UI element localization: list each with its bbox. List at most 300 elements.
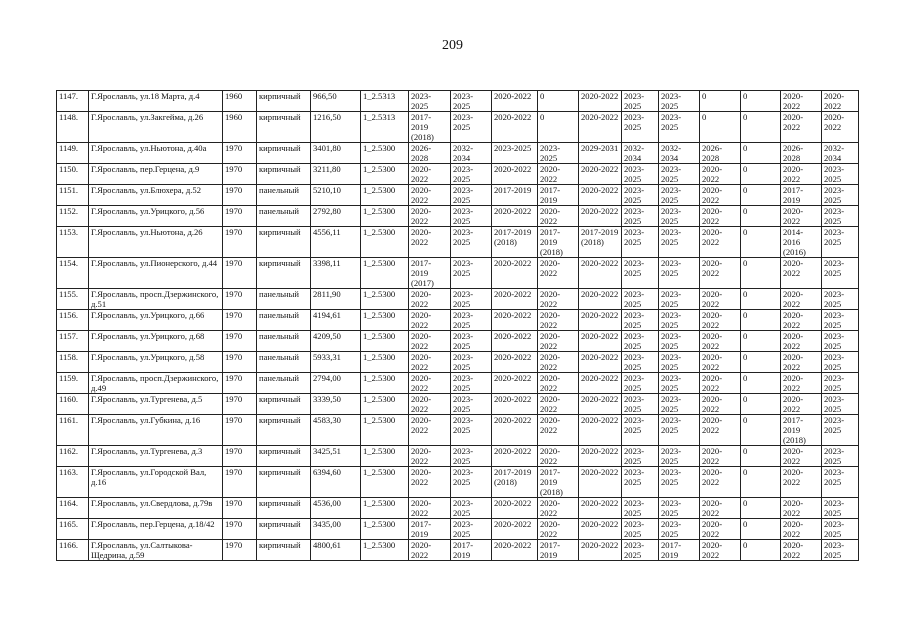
period-8-cell: 2020-2022: [700, 258, 741, 289]
period-2-cell: 2032-2034: [451, 143, 492, 164]
row-number-cell: 1162.: [57, 446, 89, 467]
period-5-cell: 2020-2022: [579, 467, 622, 498]
period-1-cell: 2020-2022: [409, 394, 451, 415]
period-2-cell: 2023-2025: [451, 227, 492, 258]
code-cell: 1_2.5300: [361, 352, 409, 373]
period-8-cell: 2020-2022: [700, 331, 741, 352]
period-2-cell: 2023-2025: [451, 91, 492, 112]
period-7-cell: 2023-2025: [659, 331, 700, 352]
table-row: [57, 289, 859, 310]
period-4-cell: 2020-2022: [538, 415, 579, 446]
period-11-cell: 2023-2025: [822, 227, 859, 258]
period-7-cell: 2023-2025: [659, 227, 700, 258]
period-7-cell: 2023-2025: [659, 206, 700, 227]
code-cell: 1_2.5300: [361, 415, 409, 446]
code-cell: 1_2.5300: [361, 258, 409, 289]
period-11-cell: 2023-2025: [822, 258, 859, 289]
period-8-cell: 2020-2022: [700, 394, 741, 415]
period-6-cell: 2023-2025: [622, 206, 659, 227]
period-10-cell: 2020-2022: [781, 352, 822, 373]
year-built-cell: 1970: [223, 143, 257, 164]
address-cell: Г.Ярославль, ул.Урицкого, д.58: [89, 352, 223, 373]
period-7-cell: 2023-2025: [659, 519, 700, 540]
period-1-cell: 2020-2022: [409, 373, 451, 394]
address-cell: Г.Ярославль, пер.Герцена, д.9: [89, 164, 223, 185]
wall-material-cell: панельный: [257, 310, 311, 331]
row-number-cell: 1158.: [57, 352, 89, 373]
year-built-cell: 1970: [223, 185, 257, 206]
wall-material-cell: кирпичный: [257, 91, 311, 112]
period-4-cell: 2017-2019: [538, 540, 579, 561]
wall-material-cell: панельный: [257, 331, 311, 352]
row-number-cell: 1157.: [57, 331, 89, 352]
period-2-cell: 2023-2025: [451, 289, 492, 310]
period-9-cell: 0: [741, 446, 781, 467]
address-cell: Г.Ярославль, ул.Свердлова, д.79в: [89, 498, 223, 519]
period-10-cell: 2014-2016 (2016): [781, 227, 822, 258]
address-cell: Г.Ярославль, ул.Урицкого, д.68: [89, 331, 223, 352]
period-6-cell: 2023-2025: [622, 185, 659, 206]
table-row: [57, 331, 859, 352]
period-7-cell: 2023-2025: [659, 91, 700, 112]
wall-material-cell: кирпичный: [257, 415, 311, 446]
period-2-cell: 2023-2025: [451, 310, 492, 331]
period-1-cell: 2020-2022: [409, 352, 451, 373]
period-5-cell: 2020-2022: [579, 258, 622, 289]
period-3-cell: 2020-2022: [492, 519, 538, 540]
wall-material-cell: кирпичный: [257, 258, 311, 289]
year-built-cell: 1970: [223, 331, 257, 352]
table-row: [57, 206, 859, 227]
period-2-cell: 2023-2025: [451, 373, 492, 394]
wall-material-cell: кирпичный: [257, 519, 311, 540]
period-9-cell: 0: [741, 143, 781, 164]
address-cell: Г.Ярославль, ул.Урицкого, д.66: [89, 310, 223, 331]
period-8-cell: 2026-2028: [700, 143, 741, 164]
period-8-cell: 2020-2022: [700, 289, 741, 310]
period-2-cell: 2023-2025: [451, 164, 492, 185]
area-cell: 4583,30: [311, 415, 361, 446]
period-5-cell: 2020-2022: [579, 206, 622, 227]
period-8-cell: 2020-2022: [700, 498, 741, 519]
period-9-cell: 0: [741, 112, 781, 143]
table-row: [57, 540, 859, 561]
row-number-cell: 1147.: [57, 91, 89, 112]
code-cell: 1_2.5300: [361, 467, 409, 498]
period-7-cell: 2023-2025: [659, 185, 700, 206]
period-11-cell: 2023-2025: [822, 331, 859, 352]
period-11-cell: 2023-2025: [822, 289, 859, 310]
period-10-cell: 2017-2019: [781, 185, 822, 206]
period-11-cell: 2020-2022: [822, 91, 859, 112]
period-8-cell: 2020-2022: [700, 227, 741, 258]
year-built-cell: 1970: [223, 227, 257, 258]
area-cell: 4800,61: [311, 540, 361, 561]
wall-material-cell: кирпичный: [257, 540, 311, 561]
period-9-cell: 0: [741, 310, 781, 331]
period-1-cell: 2020-2022: [409, 467, 451, 498]
table-row: [57, 143, 859, 164]
row-number-cell: 1156.: [57, 310, 89, 331]
period-10-cell: 2020-2022: [781, 91, 822, 112]
table-row: [57, 446, 859, 467]
period-2-cell: 2023-2025: [451, 467, 492, 498]
period-11-cell: 2023-2025: [822, 164, 859, 185]
period-5-cell: 2020-2022: [579, 540, 622, 561]
year-built-cell: 1970: [223, 289, 257, 310]
code-cell: 1_2.5300: [361, 227, 409, 258]
period-4-cell: 2020-2022: [538, 289, 579, 310]
wall-material-cell: панельный: [257, 352, 311, 373]
area-cell: 1216,50: [311, 112, 361, 143]
period-10-cell: 2020-2022: [781, 446, 822, 467]
period-4-cell: 2020-2022: [538, 394, 579, 415]
period-10-cell: 2020-2022: [781, 164, 822, 185]
period-4-cell: 2017-2019 (2018): [538, 227, 579, 258]
address-cell: Г.Ярославль, ул.Блюхера, д.52: [89, 185, 223, 206]
period-5-cell: 2020-2022: [579, 519, 622, 540]
wall-material-cell: панельный: [257, 289, 311, 310]
address-cell: Г.Ярославль, ул.Ньютона, д.40а: [89, 143, 223, 164]
code-cell: 1_2.5300: [361, 446, 409, 467]
period-11-cell: 2023-2025: [822, 467, 859, 498]
period-9-cell: 0: [741, 164, 781, 185]
area-cell: 6394,60: [311, 467, 361, 498]
period-3-cell: 2020-2022: [492, 91, 538, 112]
period-1-cell: 2020-2022: [409, 227, 451, 258]
period-6-cell: 2023-2025: [622, 112, 659, 143]
wall-material-cell: кирпичный: [257, 467, 311, 498]
period-5-cell: 2020-2022: [579, 185, 622, 206]
period-2-cell: 2023-2025: [451, 331, 492, 352]
period-7-cell: 2023-2025: [659, 394, 700, 415]
address-cell: Г.Ярославль, просп.Дзержинского, д.51: [89, 289, 223, 310]
table-row: [57, 394, 859, 415]
table-row: [57, 310, 859, 331]
period-2-cell: 2023-2025: [451, 112, 492, 143]
area-cell: 5210,10: [311, 185, 361, 206]
area-cell: 2811,90: [311, 289, 361, 310]
period-5-cell: 2020-2022: [579, 289, 622, 310]
period-7-cell: 2023-2025: [659, 310, 700, 331]
period-11-cell: 2023-2025: [822, 310, 859, 331]
row-number-cell: 1159.: [57, 373, 89, 394]
period-9-cell: 0: [741, 91, 781, 112]
period-11-cell: 2023-2025: [822, 206, 859, 227]
period-1-cell: 2020-2022: [409, 310, 451, 331]
period-6-cell: 2032-2034: [622, 143, 659, 164]
period-9-cell: 0: [741, 185, 781, 206]
period-3-cell: 2020-2022: [492, 394, 538, 415]
period-5-cell: 2020-2022: [579, 498, 622, 519]
period-8-cell: 2020-2022: [700, 185, 741, 206]
period-11-cell: 2023-2025: [822, 394, 859, 415]
address-cell: Г.Ярославль, ул.18 Марта, д.4: [89, 91, 223, 112]
code-cell: 1_2.5313: [361, 91, 409, 112]
period-9-cell: 0: [741, 467, 781, 498]
table-row: [57, 258, 859, 289]
table-row: [57, 185, 859, 206]
period-3-cell: 2020-2022: [492, 112, 538, 143]
period-6-cell: 2023-2025: [622, 467, 659, 498]
period-6-cell: 2023-2025: [622, 373, 659, 394]
period-4-cell: 2017-2019 (2018): [538, 467, 579, 498]
row-number-cell: 1149.: [57, 143, 89, 164]
address-cell: Г.Ярославль, ул.Городской Вал, д.16: [89, 467, 223, 498]
period-2-cell: 2017-2019: [451, 540, 492, 561]
period-1-cell: 2020-2022: [409, 446, 451, 467]
period-5-cell: 2020-2022: [579, 331, 622, 352]
area-cell: 3401,80: [311, 143, 361, 164]
row-number-cell: 1155.: [57, 289, 89, 310]
area-cell: 3398,11: [311, 258, 361, 289]
period-3-cell: 2020-2022: [492, 331, 538, 352]
row-number-cell: 1166.: [57, 540, 89, 561]
wall-material-cell: кирпичный: [257, 227, 311, 258]
period-3-cell: 2020-2022: [492, 373, 538, 394]
table-row: [57, 164, 859, 185]
area-cell: 3425,51: [311, 446, 361, 467]
period-5-cell: 2029-2031: [579, 143, 622, 164]
area-cell: 3435,00: [311, 519, 361, 540]
period-10-cell: 2020-2022: [781, 394, 822, 415]
period-7-cell: 2023-2025: [659, 112, 700, 143]
period-5-cell: 2020-2022: [579, 91, 622, 112]
wall-material-cell: кирпичный: [257, 394, 311, 415]
period-1-cell: 2020-2022: [409, 206, 451, 227]
period-7-cell: 2023-2025: [659, 467, 700, 498]
period-4-cell: 2020-2022: [538, 164, 579, 185]
period-4-cell: 2020-2022: [538, 373, 579, 394]
period-5-cell: 2020-2022: [579, 164, 622, 185]
period-6-cell: 2023-2025: [622, 258, 659, 289]
year-built-cell: 1970: [223, 206, 257, 227]
period-8-cell: 2020-2022: [700, 352, 741, 373]
row-number-cell: 1153.: [57, 227, 89, 258]
wall-material-cell: панельный: [257, 185, 311, 206]
period-2-cell: 2023-2025: [451, 352, 492, 373]
period-1-cell: 2026-2028: [409, 143, 451, 164]
period-3-cell: 2020-2022: [492, 540, 538, 561]
period-8-cell: 2020-2022: [700, 310, 741, 331]
period-4-cell: 2020-2022: [538, 519, 579, 540]
period-4-cell: 2020-2022: [538, 310, 579, 331]
period-1-cell: 2020-2022: [409, 540, 451, 561]
period-2-cell: 2023-2025: [451, 394, 492, 415]
page-number: 209: [442, 38, 463, 53]
year-built-cell: 1970: [223, 258, 257, 289]
area-cell: 966,50: [311, 91, 361, 112]
wall-material-cell: кирпичный: [257, 143, 311, 164]
period-6-cell: 2023-2025: [622, 91, 659, 112]
period-8-cell: 2020-2022: [700, 415, 741, 446]
address-cell: Г.Ярославль, ул.Урицкого, д.56: [89, 206, 223, 227]
address-cell: Г.Ярославль, ул.Ньютона, д.26: [89, 227, 223, 258]
table-row: [57, 112, 859, 143]
period-9-cell: 0: [741, 394, 781, 415]
row-number-cell: 1150.: [57, 164, 89, 185]
year-built-cell: 1970: [223, 310, 257, 331]
period-1-cell: 2017-2019 (2018): [409, 112, 451, 143]
period-4-cell: 2020-2022: [538, 352, 579, 373]
period-3-cell: 2020-2022: [492, 352, 538, 373]
period-8-cell: 2020-2022: [700, 164, 741, 185]
period-4-cell: 2017-2019: [538, 185, 579, 206]
period-9-cell: 0: [741, 519, 781, 540]
period-11-cell: 2032-2034: [822, 143, 859, 164]
period-5-cell: 2020-2022: [579, 373, 622, 394]
period-8-cell: 2020-2022: [700, 467, 741, 498]
period-5-cell: 2020-2022: [579, 446, 622, 467]
table-row: [57, 91, 859, 112]
period-10-cell: 2020-2022: [781, 258, 822, 289]
period-1-cell: 2020-2022: [409, 331, 451, 352]
period-5-cell: 2017-2019 (2018): [579, 227, 622, 258]
period-8-cell: 2020-2022: [700, 540, 741, 561]
code-cell: 1_2.5300: [361, 540, 409, 561]
period-4-cell: 2020-2022: [538, 498, 579, 519]
wall-material-cell: панельный: [257, 373, 311, 394]
period-6-cell: 2023-2025: [622, 352, 659, 373]
period-3-cell: 2020-2022: [492, 258, 538, 289]
period-7-cell: 2023-2025: [659, 446, 700, 467]
table-row: [57, 352, 859, 373]
period-11-cell: 2023-2025: [822, 352, 859, 373]
period-1-cell: 2020-2022: [409, 498, 451, 519]
period-7-cell: 2023-2025: [659, 498, 700, 519]
period-9-cell: 0: [741, 258, 781, 289]
period-3-cell: 2020-2022: [492, 415, 538, 446]
period-4-cell: 0: [538, 112, 579, 143]
period-10-cell: 2020-2022: [781, 498, 822, 519]
table-row: [57, 467, 859, 498]
period-6-cell: 2023-2025: [622, 164, 659, 185]
period-4-cell: 2020-2022: [538, 206, 579, 227]
period-8-cell: 2020-2022: [700, 446, 741, 467]
period-4-cell: 0: [538, 91, 579, 112]
period-9-cell: 0: [741, 289, 781, 310]
wall-material-cell: кирпичный: [257, 446, 311, 467]
period-7-cell: 2023-2025: [659, 415, 700, 446]
period-11-cell: 2023-2025: [822, 185, 859, 206]
period-3-cell: 2020-2022: [492, 164, 538, 185]
year-built-cell: 1960: [223, 112, 257, 143]
table-row: [57, 415, 859, 446]
period-5-cell: 2020-2022: [579, 310, 622, 331]
period-11-cell: 2023-2025: [822, 498, 859, 519]
period-8-cell: 0: [700, 91, 741, 112]
table-row: [57, 519, 859, 540]
period-11-cell: 2023-2025: [822, 446, 859, 467]
period-6-cell: 2023-2025: [622, 415, 659, 446]
period-2-cell: 2023-2025: [451, 446, 492, 467]
year-built-cell: 1970: [223, 373, 257, 394]
area-cell: 3211,80: [311, 164, 361, 185]
year-built-cell: 1970: [223, 467, 257, 498]
year-built-cell: 1970: [223, 415, 257, 446]
period-9-cell: 0: [741, 227, 781, 258]
year-built-cell: 1970: [223, 498, 257, 519]
period-6-cell: 2023-2025: [622, 289, 659, 310]
period-6-cell: 2023-2025: [622, 519, 659, 540]
period-4-cell: 2020-2022: [538, 258, 579, 289]
year-built-cell: 1960: [223, 91, 257, 112]
row-number-cell: 1163.: [57, 467, 89, 498]
period-5-cell: 2020-2022: [579, 415, 622, 446]
period-8-cell: 2020-2022: [700, 373, 741, 394]
period-7-cell: 2023-2025: [659, 289, 700, 310]
period-11-cell: 2023-2025: [822, 373, 859, 394]
period-3-cell: 2017-2019: [492, 185, 538, 206]
year-built-cell: 1970: [223, 540, 257, 561]
housing-register-table: [56, 90, 859, 561]
period-1-cell: 2023-2025: [409, 91, 451, 112]
area-cell: 3339,50: [311, 394, 361, 415]
period-1-cell: 2017-2019 (2017): [409, 258, 451, 289]
table-body: [57, 91, 859, 561]
period-9-cell: 0: [741, 331, 781, 352]
period-3-cell: 2020-2022: [492, 289, 538, 310]
period-8-cell: 2020-2022: [700, 206, 741, 227]
period-6-cell: 2023-2025: [622, 394, 659, 415]
row-number-cell: 1165.: [57, 519, 89, 540]
code-cell: 1_2.5300: [361, 394, 409, 415]
period-4-cell: 2020-2022: [538, 331, 579, 352]
period-6-cell: 2023-2025: [622, 498, 659, 519]
year-built-cell: 1970: [223, 446, 257, 467]
period-7-cell: 2023-2025: [659, 258, 700, 289]
address-cell: Г.Ярославль, ул.Закгейма, д.26: [89, 112, 223, 143]
period-3-cell: 2020-2022: [492, 498, 538, 519]
period-2-cell: 2023-2025: [451, 185, 492, 206]
period-10-cell: 2020-2022: [781, 467, 822, 498]
code-cell: 1_2.5300: [361, 331, 409, 352]
row-number-cell: 1164.: [57, 498, 89, 519]
period-10-cell: 2020-2022: [781, 373, 822, 394]
period-5-cell: 2020-2022: [579, 352, 622, 373]
wall-material-cell: панельный: [257, 206, 311, 227]
year-built-cell: 1970: [223, 164, 257, 185]
period-10-cell: 2020-2022: [781, 310, 822, 331]
code-cell: 1_2.5300: [361, 289, 409, 310]
code-cell: 1_2.5300: [361, 164, 409, 185]
period-9-cell: 0: [741, 540, 781, 561]
row-number-cell: 1160.: [57, 394, 89, 415]
period-2-cell: 2023-2025: [451, 415, 492, 446]
period-1-cell: 2017-2019: [409, 519, 451, 540]
period-3-cell: 2020-2022: [492, 446, 538, 467]
period-6-cell: 2023-2025: [622, 540, 659, 561]
area-cell: 4536,00: [311, 498, 361, 519]
period-7-cell: 2023-2025: [659, 352, 700, 373]
year-built-cell: 1970: [223, 394, 257, 415]
period-11-cell: 2023-2025: [822, 415, 859, 446]
period-10-cell: 2017-2019 (2018): [781, 415, 822, 446]
area-cell: 4556,11: [311, 227, 361, 258]
period-5-cell: 2020-2022: [579, 112, 622, 143]
period-3-cell: 2020-2022: [492, 206, 538, 227]
address-cell: Г.Ярославль, ул.Салтыкова-Щедрина, д.59: [89, 540, 223, 561]
wall-material-cell: кирпичный: [257, 112, 311, 143]
period-2-cell: 2023-2025: [451, 519, 492, 540]
area-cell: 5933,31: [311, 352, 361, 373]
period-2-cell: 2023-2025: [451, 258, 492, 289]
period-7-cell: 2023-2025: [659, 164, 700, 185]
period-4-cell: 2020-2022: [538, 446, 579, 467]
period-1-cell: 2020-2022: [409, 415, 451, 446]
period-5-cell: 2020-2022: [579, 394, 622, 415]
row-number-cell: 1152.: [57, 206, 89, 227]
